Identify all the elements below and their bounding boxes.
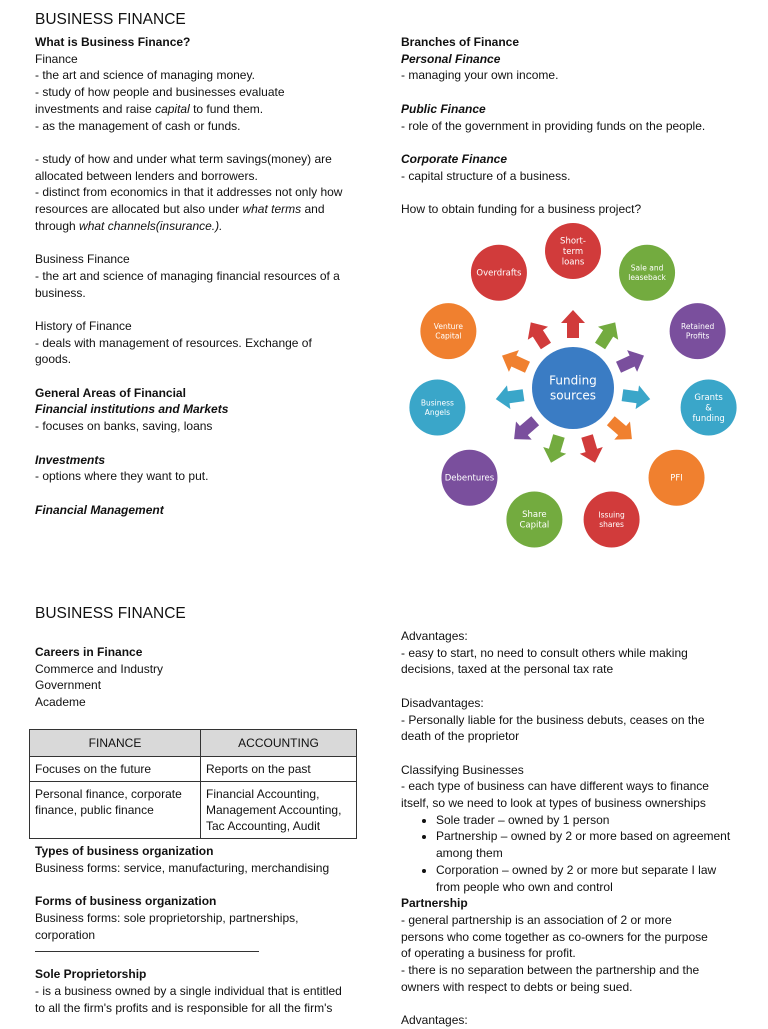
section-heading: What is Business Finance? [35,35,191,49]
arrow-icon [607,416,632,439]
section-heading: Partnership [401,896,468,911]
comparison-table [29,729,357,839]
text-line: goods. [35,352,72,367]
subsection-heading: Investments [35,452,106,467]
subsection-heading: Financial Management [35,502,164,517]
node-label: Grants & funding [692,392,725,425]
text-line: allocated between lenders and borrowers. [35,168,258,183]
right-column [401,628,741,1029]
node-label: Venture Capital [433,322,463,341]
text-line: death of the proprietor [401,729,520,744]
bullet-list [401,812,741,896]
table-cell: Reports on the past [201,757,357,782]
arrow-icon [595,322,618,349]
node-label: Overdrafts [476,268,522,279]
text-line: to all the firm's profits and is responsible for all the firm's [35,1000,333,1015]
left-column [35,644,375,711]
list-item: • Sole trader – owned by 1 person [436,812,741,829]
text-line: investments and raise capital to fund them. [35,101,264,116]
right-column [401,34,741,218]
text-line: Business forms: service, manufacturing, merchandising [35,860,330,875]
list-item: • Corporation – owned by 2 or more but separate I law from people who own and control [436,862,741,895]
text-line: - is a business owned by a single individual that is entitled [35,983,342,998]
term-label: History of Finance [35,318,132,333]
table-row [30,782,357,839]
text-line: - there is no separation between the partnership and the [401,963,700,978]
comparison-table-wrap [29,729,357,839]
page-title: BUSINESS FINANCE [35,11,186,28]
text-line: - Personally liable for the business debuts, ceases on the [401,712,705,727]
term-label: Classifying Businesses [401,762,524,777]
node-label: Sale and leaseback [628,263,666,283]
list-item: • Partnership – owned by 2 or more based on agreement among them [436,828,741,861]
subsection-heading: Financial institutions and Markets [35,402,229,417]
text-line: Government [35,678,102,693]
text-line: decisions, taxed at the personal tax rate [401,662,614,677]
left-column-lower [35,843,375,1016]
arrow-icon [561,310,585,338]
text-line: Business forms: sole proprietorship, partnerships, [35,910,299,925]
text-line: - general partnership is an association of 2 or more [401,912,672,927]
term-label: Disadvantages: [401,695,484,710]
node-label: Business Angels [420,398,454,417]
section-heading: Types of business organization [35,844,214,858]
table-cell: Personal finance, corporate finance, public finance [30,782,201,839]
term-label: Business Finance [35,252,130,267]
section-heading: Careers in Finance [35,645,143,659]
subsection-heading: Corporate Finance [401,151,508,166]
node-label: Debentures [444,473,495,484]
text-line: - the art and science of managing financial resources of a [35,268,340,283]
text-line: - study of how people and businesses evaluate [35,85,285,100]
section-heading: General Areas of Financial [35,385,186,400]
node-label: PFI [670,473,683,484]
funding-sources-diagram [400,218,750,553]
term-label: Finance [35,51,78,66]
node-label: Short-term loans [560,236,586,268]
text-line: - the art and science of managing money. [35,68,255,83]
subsection-heading: Personal Finance [401,51,501,66]
left-column [35,34,375,518]
text-line: - role of the government in providing funds on the people. [401,118,706,133]
text-line: Academe [35,695,86,710]
text-line: resources are allocated but also under what terms and [35,202,325,217]
arrow-icon [580,434,603,463]
arrow-icon [616,350,644,373]
arrow-icon [496,385,525,409]
section-heading: Sole Proprietorship [35,967,147,982]
section-heading: Forms of business organization [35,894,217,909]
term-label: Advantages: [401,1013,468,1028]
node-label: Share Capital [519,510,550,531]
horizontal-rule [35,951,259,952]
table-cell: Financial Accounting, Management Accounting, Tac Accounting, Audit [201,782,357,839]
text-line: Commerce and Industry [35,661,164,676]
arrow-icon [528,322,551,349]
text-line: - managing your own income. [401,68,559,83]
text-line: corporation [35,927,96,942]
text-line: persons who come together as co-owners for the purpose [401,929,708,944]
text-line: of operating a business for profit. [401,946,576,961]
table-header: ACCOUNTING [201,730,357,757]
text-line: - each type of business can have different ways to finance [401,779,709,794]
subsection-heading: Public Finance [401,101,486,116]
arrow-icon [514,416,539,439]
text-line: - distinct from economics in that it addresses not only how [35,185,343,200]
text-line: - as the management of cash or funds. [35,118,241,133]
section-heading: Branches of Finance [401,35,520,49]
arrow-icon [502,350,530,373]
text-line: itself, so we need to look at types of business ownerships [401,796,706,810]
text-line: - study of how and under what term savings(money) are [35,151,332,166]
node-label: Retained Profits [680,322,715,341]
text-line: How to obtain funding for a business project? [401,201,642,216]
table-header: FINANCE [30,730,201,757]
text-line: owners with respect to debts or being sued. [401,979,633,994]
text-line: - options where they want to put. [35,469,209,484]
center-label: Funding sources [549,373,597,403]
text-line: - focuses on banks, saving, loans [35,419,213,434]
text-line: - deals with management of resources. Exchange of [35,335,312,350]
arrow-icon [543,434,566,463]
text-line: - easy to start, no need to consult others while making [401,645,688,660]
table-header-row [30,730,357,757]
text-line: - capital structure of a business. [401,168,571,183]
page-title: BUSINESS FINANCE [35,605,186,622]
table-cell: Focuses on the future [30,757,201,782]
node-label: Issuing shares [598,510,625,529]
text-line: business. [35,285,86,300]
table-row [30,757,357,782]
arrow-icon [622,385,651,409]
term-label: Advantages: [401,629,468,643]
text-line: through what channels(insurance.). [35,218,223,233]
